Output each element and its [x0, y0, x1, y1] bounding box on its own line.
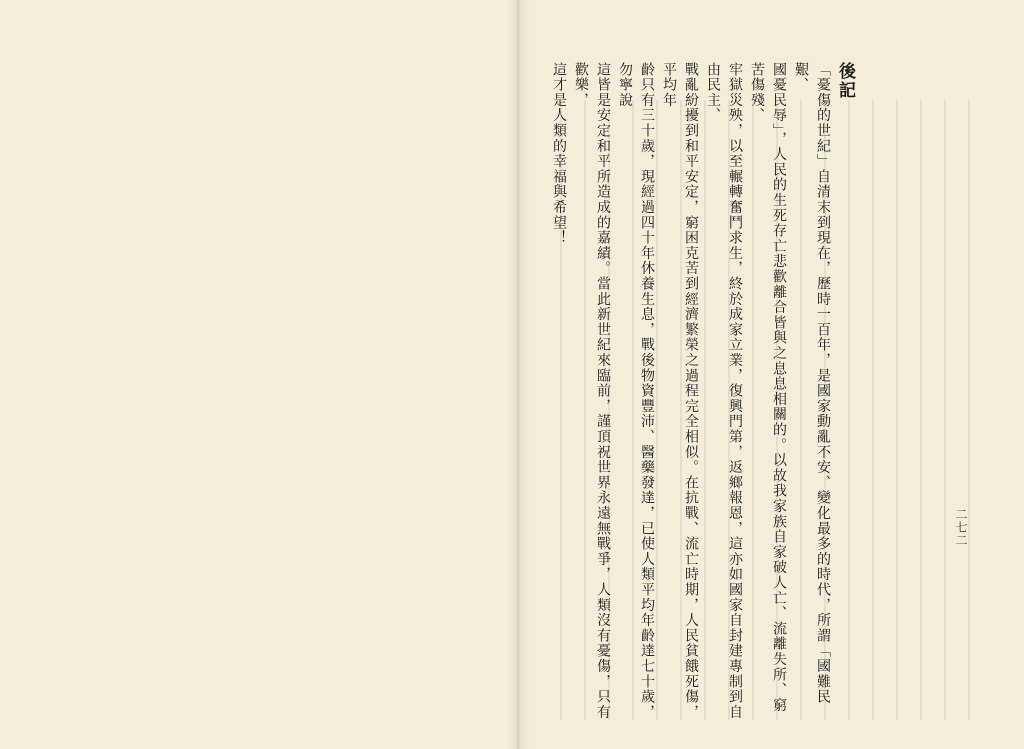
text-line: 戰亂紛擾到和平安定，窮困克苦到經濟繁榮之過程完全相似。在抗戰、流亡時期，人民貧餓死傷，平均年	[661, 62, 699, 720]
text-line: 「憂傷的世紀」自清末到現在，歷時一百年，是國家動亂不安、變化最多的時代，所謂「國難民艱、	[793, 62, 831, 705]
text-line: 牢獄災殃，以至輾轉奮鬥求生，終於成家立業，復興門第，返鄉報恩，這亦如國家自封建專制到自由民主、	[705, 62, 743, 720]
text-line: 國憂民辱」，人民的生死存亡悲歡離合皆與之息息相關的。以故我家族自家破人亡、流離失所、窮苦傷殘、	[749, 62, 787, 713]
text-line: 齡只有三十歲，現經過四十年休養生息，戰後物資豐沛、醫藥發達，已使人類平均年齡達七十歲，勿寧說	[617, 62, 655, 720]
afterword-title: 後記	[835, 62, 855, 100]
book-gutter	[506, 0, 530, 749]
text-line: 這才是人類的幸福與希望！	[551, 62, 567, 246]
page-number: 二七二	[954, 508, 968, 547]
text-line: 這皆是安定和平所造成的嘉績。當此新世紀來臨前，謹頂祝世界永遠無戰爭，人類沒有憂傷，只有歡樂，	[573, 62, 611, 720]
afterword-text-block	[548, 62, 856, 722]
